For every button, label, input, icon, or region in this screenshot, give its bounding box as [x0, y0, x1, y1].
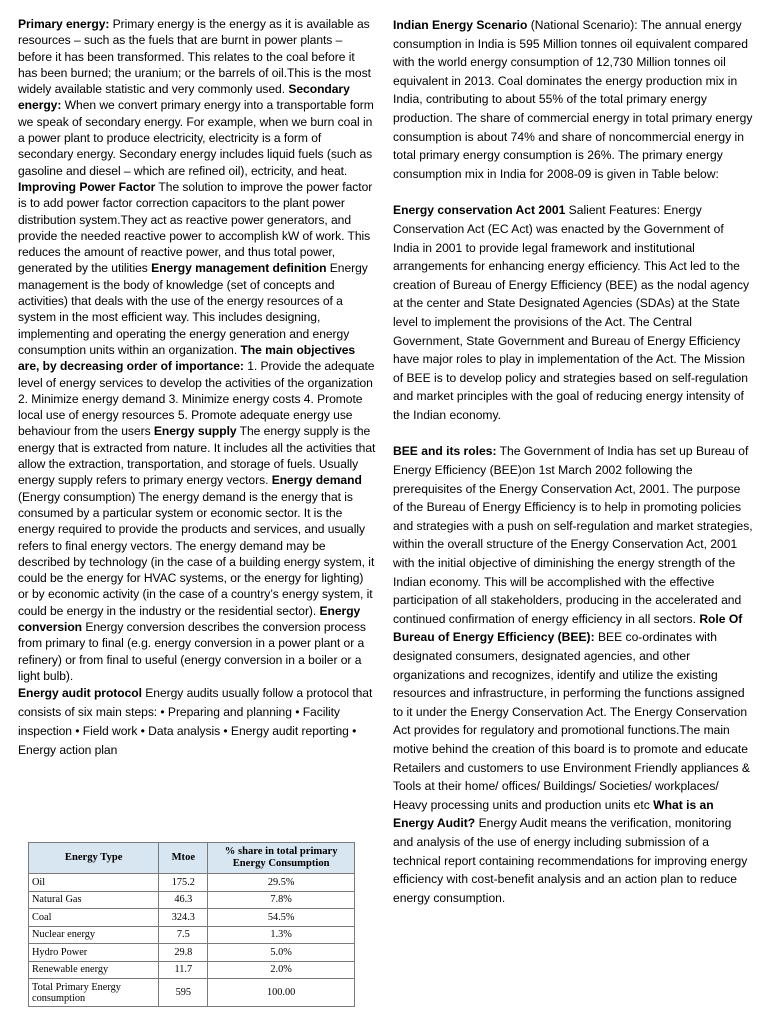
- cell-energy-type: Nuclear energy: [29, 926, 159, 944]
- text-primary-energy: Primary energy is the energy as it is available as resources – such as the fuels that are burnt in power plants – before it has been transformed. This relates to the coal before it has been burned; the uranium; or the barrels of oil.This is the most widely available statistic and very commonly used.: [18, 17, 371, 97]
- heading-secondary-energy: Secondary energy:: [18, 82, 350, 113]
- column-header-mtoe: Mtoe: [159, 843, 208, 874]
- left-column: [18, 16, 376, 760]
- heading-primary-energy: Primary energy:: [18, 17, 110, 31]
- text-what-is-energy-audit: Energy Audit means the verification, monitoring and analysis of the use of energy including submission of a technical report containing recommendations for improving energy efficiency with cost-benefit analysis and an action plan to reduce energy consumption.: [393, 816, 748, 905]
- text-energy-audit-protocol: Energy audits usually follow a protocol that consists of six main steps: • Preparing and planning • Facility inspection • Field work • Data analysis • Energy audit reporting • Energy action plan: [18, 686, 373, 758]
- cell-share: 100.00: [208, 979, 355, 1007]
- text-indian-energy-scenario: (National Scenario): The annual energy consumption in India is 595 Million tonnes oil equivalent compared with the world energy consumption of 12,730 Million tonnes oil equivalent in 2013. Coal dominates the energy production mix in India, contributing to about 55% of the total primary energy production. The share of commercial energy in total primary energy consumption is about 74% and share of noncommercial energy in total primary energy consumption is 26%. The primary energy consumption mix in India for 2008-09 is given in Table below:: [393, 18, 753, 181]
- text-improving-power-factor: The solution to improve the power factor is to add power factor correction capacitors to the plant power distribution system.They act as reactive power generators, and provide the needed reactive power to accomplish kW of work. This reduces the amount of reactive power, and thus total power, generated by the utilities: [18, 179, 373, 276]
- cell-share: 7.8%: [208, 891, 355, 909]
- table-row: [29, 944, 355, 962]
- text-main-objectives: 1. Provide the adequate level of energy services to develop the activities of the organization 2. Minimize energy demand 3. Minimize energy costs 4. Promote local use of energy resources 5. Promote adequate energy use behaviour from the users: [18, 359, 375, 439]
- cell-energy-type: Renewable energy: [29, 961, 159, 979]
- heading-main-objectives: The main objectives are, by decreasing order of importance:: [18, 342, 356, 374]
- column-header-share: % share in total primary Energy Consumption: [208, 843, 355, 874]
- heading-energy-conversion: Energy conversion: [18, 603, 361, 634]
- cell-mtoe: 7.5: [159, 926, 208, 944]
- table-row: [29, 961, 355, 979]
- cell-share: 1.3%: [208, 926, 355, 944]
- right-paragraph-energy-scenario: [393, 16, 753, 183]
- cell-mtoe: 29.8: [159, 944, 208, 962]
- left-paragraph-definitions: [18, 16, 376, 684]
- heading-improving-power-factor: Improving Power Factor: [18, 179, 156, 194]
- text-energy-conservation-act: Salient Features: Energy Conservation Act (EC Act) was enacted by the Government of India in 2001 to provide legal framework and institutional arrangements for enhancing energy efficiency. This Act led to the creation of Bureau of Energy Efficiency (BEE) as the nodal agency at the center and State Designated Agencies (SDAs) at the State level to implement the provisions of the Act. The Central Government, State Government and Bureau of Energy Efficiency have major roles to play in implementation of the Act. The Mission of BEE is to develop policy and strategies based on self-regulation and market principles with the goal of reducing energy intensity of the Indian economy.: [393, 203, 750, 422]
- text-energy-management: Energy management is the body of knowledge (set of concepts and activities) that deals with the use of the energy resources of a system in the most efficient way. This includes designing, implementing and operating the energy generation and energy consumption units within an organization.: [18, 261, 368, 357]
- cell-energy-type: Total Primary Energy consumption: [29, 979, 159, 1007]
- cell-mtoe: 324.3: [159, 909, 208, 927]
- table-total-row: [29, 979, 355, 1007]
- left-paragraph-audit-protocol: [18, 684, 376, 760]
- cell-mtoe: 11.7: [159, 961, 208, 979]
- table-header-row: [29, 843, 355, 874]
- text-energy-demand: (Energy consumption) The energy demand is the energy that is consumed by a particular system or economic sector. It is the energy required to provide the products and services, and usually refers to final energy vectors. The energy demand may be described by technology (in the case of a building energy system, it could be the energy for HVAC systems, or the energy for lighting) or by economic activity (in the case of a country’s energy system, it could be energy in the industry or the residential sector).: [18, 489, 375, 618]
- cell-share: 2.0%: [208, 961, 355, 979]
- cell-share: 5.0%: [208, 944, 355, 962]
- table-row: [29, 909, 355, 927]
- heading-energy-management: Energy management definition: [151, 261, 327, 276]
- energy-consumption-table: [28, 842, 355, 1007]
- table-row: [29, 891, 355, 909]
- cell-energy-type: Natural Gas: [29, 891, 159, 909]
- cell-mtoe: 46.3: [159, 891, 208, 909]
- heading-indian-energy-scenario: Indian Energy Scenario: [393, 18, 528, 32]
- cell-share: 29.5%: [208, 874, 355, 892]
- heading-role-of-bee: Role Of Bureau of Energy Efficiency (BEE):: [393, 611, 743, 645]
- heading-energy-supply: Energy supply: [153, 424, 237, 439]
- cell-energy-type: Coal: [29, 909, 159, 927]
- text-bee-roles: The Government of India has set up Bureau of Energy Efficiency (BEE)on 1st March 2002 following the prerequisites of the Energy Conservation Act, 2001. The purpose of the Bureau of Energy Efficiency is to help in promoting policies and strategies with a push on self-regulation and market strategies, within the overall structure of the Energy Conservation Act, 2001 with the initial objective of diminishing the energy strength of the Indian economy. This will be accomplished with the effective participation of all stakeholders, producing in the accelerated and continued confirmation of energy efficiency in all sectors.: [393, 444, 753, 626]
- right-column: [393, 16, 753, 925]
- cell-energy-type: Oil: [29, 874, 159, 892]
- text-role-of-bee: BEE co-ordinates with designated consumers, designated agencies, and other organizations and recognizes, identify and utilize the existing resources and infrastructure, in performing the functions assigned to it under the Energy Conservation Act. The Energy Conservation Act provides for regulatory and promotional functions.The main motive behind the creation of this board is to promote and educate Retailers and customers to use Environment Friendly appliances & Tools at their home/ offices/ Buildings/ Societies/ workplaces/ Heavy processing units and production units etc: [393, 630, 750, 812]
- heading-energy-audit-protocol: Energy audit protocol: [18, 686, 142, 701]
- column-header-energy-type: Energy Type: [29, 843, 159, 874]
- text-energy-conversion: Energy conversion describes the conversion process from primary to final (e.g. energy conversion in a power plant or a refinery) or from final to useful (energy conversion in a boiler or a light bulb).: [18, 619, 366, 683]
- cell-share: 54.5%: [208, 909, 355, 927]
- heading-what-is-energy-audit: What is an Energy Audit?: [393, 797, 714, 831]
- cell-energy-type: Hydro Power: [29, 944, 159, 962]
- text-secondary-energy: When we convert primary energy into a transportable form we speak of secondary energy. For example, when we burn coal in a power plant to produce electricity, electricity is a form of secondary energy. Secondary energy includes liquid fuels (such as gasoline and diesel – which are refined oil), ectricity, and heat.: [18, 98, 374, 178]
- heading-energy-conservation-act: Energy conservation Act 2001: [393, 203, 566, 218]
- heading-energy-demand: Energy demand: [271, 473, 362, 488]
- table-row: [29, 926, 355, 944]
- cell-mtoe: 175.2: [159, 874, 208, 892]
- right-paragraph-bee-roles: [393, 442, 753, 907]
- cell-mtoe: 595: [159, 979, 208, 1007]
- right-paragraph-conservation-act: [393, 201, 753, 424]
- table-row: [29, 874, 355, 892]
- heading-bee-roles: BEE and its roles:: [393, 444, 497, 459]
- text-energy-supply: The energy supply is the energy that is extracted from nature. It includes all the activities that allow the extraction, transportation, and storage of fuels. Usually energy supply refers to primary energy vectors.: [18, 424, 376, 488]
